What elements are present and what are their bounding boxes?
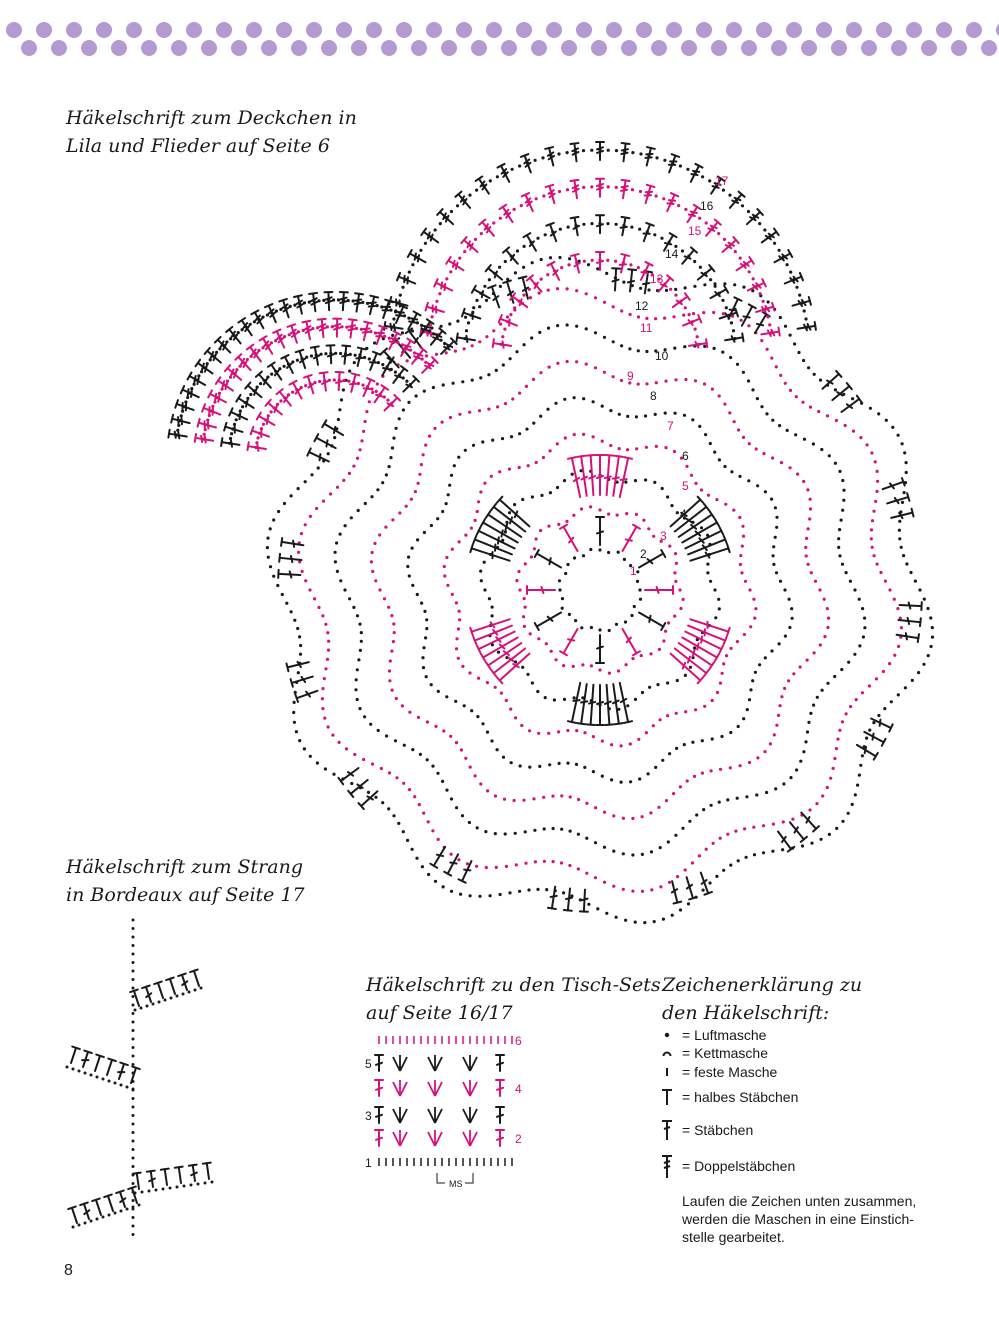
half-double-crochet-icon: [660, 1087, 680, 1107]
tisch-shell: [393, 1130, 407, 1146]
page-number: 8: [64, 1262, 73, 1279]
doily-top-fan-stitch: [797, 322, 816, 333]
doily-outer-shell-stitch: [444, 852, 461, 875]
legend-note-line: Laufen die Zeichen unten zusammen,: [682, 1193, 917, 1209]
doily-top-fan-stitch: [617, 254, 629, 273]
double-crochet-icon: [660, 1118, 680, 1142]
doily-top-fan-stitch: [571, 180, 581, 199]
doily-outer-shell-stitch: [548, 886, 559, 909]
doily-inner-stitch: [535, 609, 563, 630]
doily-top-fan-stitch: [687, 164, 702, 184]
legend-item: [660, 1148, 980, 1184]
doily-top-fan-stitch: [546, 223, 560, 243]
doily-top-fan-stitch: [456, 333, 475, 344]
doily-top-fan-stitch: [746, 279, 766, 294]
legend-label: = Kettmasche: [682, 1045, 768, 1061]
doily-top-fan-stitch: [773, 250, 793, 266]
doily-left-fan-stitch: [289, 381, 305, 401]
doily-round-label: 11: [640, 321, 653, 335]
doily-top-fan-stitch: [596, 142, 604, 160]
doily-left-fan-stitch: [251, 310, 267, 330]
doily-top-fan-stitch: [640, 223, 654, 243]
legend-label: = halbes Stäbchen: [682, 1089, 799, 1105]
doily-inner-stitch: [560, 525, 581, 553]
doily-outer-shell-stitch: [278, 570, 300, 579]
doily-round-label: 10: [655, 349, 669, 363]
doily-top-fan-stitch: [545, 147, 557, 166]
treble-crochet-icon: [660, 1153, 680, 1179]
doily-top-fan-stitch: [682, 315, 702, 329]
doily-left-fan-stitch: [379, 358, 395, 378]
doily-outer-shell-stitch: [488, 285, 503, 308]
legend-label: = Doppelstäbchen: [682, 1158, 796, 1174]
doily-top-fan-stitch: [718, 309, 738, 322]
doily-top-fan-chain: [391, 148, 809, 328]
doily-round-label: 6: [682, 449, 689, 463]
doily-outer-shell-stitch: [886, 493, 909, 507]
doily-top-fan-stitch: [571, 254, 583, 273]
legend-note-line: werden die Maschen in eine Einstich-: [682, 1211, 914, 1227]
doily-chain-ring: [558, 548, 642, 632]
doily-petal-stitch: [596, 685, 604, 725]
tisch-shell: [393, 1080, 407, 1096]
doily-inner-stitch: [527, 586, 555, 594]
doily-top-fan-stitch: [446, 257, 465, 274]
doily-left-fan-stitch: [347, 319, 357, 338]
strand-leaf-middle-chain: [66, 1066, 135, 1091]
doily-outer-shell-stitch: [295, 687, 318, 702]
doily-outer-shell-stitch: [890, 509, 913, 522]
doily-left-fan-stitch: [260, 336, 276, 356]
legend-item: [660, 1026, 980, 1044]
doily-round-label: 2: [640, 547, 647, 561]
doily-left-fan-stitch: [341, 345, 351, 364]
doily-inner-stitch: [645, 586, 673, 594]
doily-left-fan-stitch: [371, 385, 388, 404]
doily-outer-shell-stitch: [286, 658, 309, 671]
doily-left-fan-stitch: [268, 362, 285, 381]
doily-outer-shell-stitch: [322, 420, 345, 438]
doily-top-fan-stitch: [497, 164, 512, 184]
doily-round-label: 8: [650, 389, 657, 403]
tisch-crochet-chart: [355, 1025, 530, 1195]
doily-outer-shell-stitch: [348, 777, 370, 797]
tisch-shell: [393, 1107, 407, 1123]
doily-left-fan-stitch: [257, 413, 277, 429]
doily-round-label: 3: [660, 529, 667, 543]
tisch-edge-stitch: [496, 1080, 504, 1096]
legend-item: [660, 1112, 980, 1148]
doily-outer-shell-stitch: [683, 876, 697, 899]
doily-outer-shell-stitch: [855, 741, 878, 759]
doily-inner-stitch: [560, 627, 581, 655]
doily-top-fan-stitch: [724, 333, 743, 344]
doily-outer-shell-stitch: [307, 448, 330, 465]
doily-left-fan-stitch: [195, 434, 214, 445]
doily-left-fan-stitch: [324, 292, 333, 310]
doily-top-fan-stitch: [462, 309, 482, 322]
doily-left-fan-stitch: [221, 438, 240, 449]
doily-inner-stitch: [619, 627, 640, 655]
doily-outer-shell-stitch: [626, 269, 636, 292]
doily-top-fan-stitch: [665, 154, 679, 174]
doily-outer-shell-stitch: [775, 829, 794, 851]
strand-leaf-lower-right-stitch: [203, 1163, 213, 1180]
doily-round-label: 12: [635, 299, 649, 313]
strand-leaf-lower-left-stitch: [116, 1191, 129, 1209]
doily-left-fan-stitch: [195, 360, 214, 377]
doily-round-label: 1: [630, 564, 637, 578]
doily-top-fan-stitch: [596, 252, 604, 270]
border-dots-row-1: [6, 22, 999, 38]
legend-title: Zeichenerklärung zu den Häkelschrift:: [662, 974, 863, 1024]
doily-left-fan-stitch: [168, 430, 187, 441]
tisch-edge-stitch: [375, 1080, 383, 1096]
doily-top-fan-stitch: [761, 328, 780, 339]
doily-left-fan-stitch: [353, 293, 364, 312]
doily-round-label: 13: [650, 272, 664, 286]
doily-chain-ring: [266, 256, 934, 924]
doily-outer-shell-stitch: [738, 304, 755, 327]
legend-list: [660, 1026, 980, 1246]
legend-label: = Luftmasche: [682, 1027, 767, 1043]
doily-top-fan-stitch: [596, 179, 604, 197]
legend-label: = feste Masche: [682, 1064, 778, 1080]
strand-leaf-lower-left-chain: [72, 1204, 141, 1229]
strand-leaf-lower-left-stitch: [92, 1199, 105, 1217]
tisch-edge-stitch: [375, 1055, 383, 1071]
strand-leaf-middle-stitch: [115, 1063, 128, 1081]
strand-crochet-chart: [55, 915, 235, 1245]
tisch-row-label: 3: [365, 1109, 372, 1123]
strand-leaf-upper-stitch: [154, 982, 167, 1000]
tisch-chart-title: Häkelschrift zu den Tisch-Sets auf Seite 16/17: [366, 974, 661, 1024]
doily-left-fan-stitch: [335, 372, 344, 390]
strand-leaf-upper-chain: [134, 987, 203, 1012]
doily-petal-stitch: [689, 545, 730, 565]
doily-petal-stitch: [587, 685, 598, 725]
tisch-row-label: 2: [515, 1132, 522, 1146]
border-dots-row-2: [21, 40, 997, 56]
doily-left-fan-stitch: [339, 292, 348, 310]
doily-top-fan-stitch: [734, 257, 753, 274]
doily-top-fan-stitch: [620, 143, 630, 162]
legend-item: [660, 1062, 980, 1082]
doily-petal-stitch: [470, 615, 511, 635]
doily-chart-title: Häkelschrift zum Deckchen in Lila und Flieder auf Seite 6: [66, 107, 357, 157]
doily-round-label: 15: [688, 224, 702, 238]
doily-inner-stitch: [596, 517, 604, 545]
doily-petal-stitch: [603, 685, 614, 725]
doily-top-fan-stitch: [642, 185, 655, 205]
doily-left-fan-stitch: [236, 395, 255, 411]
doily-petal-stitch: [603, 455, 614, 495]
doily-inner-stitch: [637, 609, 665, 630]
strand-leaf-middle-stitch: [103, 1059, 116, 1077]
doily-outer-shell-stitch: [787, 820, 807, 842]
doily-top-fan-stitch: [397, 273, 417, 287]
doily-outer-shell-stitch: [580, 889, 589, 911]
single-crochet-icon: [660, 1062, 680, 1082]
doily-top-fan-stitch: [493, 339, 512, 350]
doily-left-fan-stitch: [238, 318, 255, 337]
doily-top-fan-chain: [463, 222, 736, 341]
tisch-shell: [428, 1107, 442, 1123]
strand-leaf-upper-stitch: [166, 978, 179, 996]
doily-left-fan-stitch: [188, 373, 208, 389]
strand-leaf-upper-stitch: [190, 970, 203, 988]
doily-top-fan-stitch: [684, 205, 700, 224]
decorative-dot-border: [0, 0, 999, 60]
tisch-ms-label: MS: [449, 1179, 463, 1189]
doily-top-fan-stitch: [570, 143, 580, 162]
doily-outer-shell-stitch: [611, 268, 620, 290]
tisch-shell: [393, 1055, 407, 1071]
strand-leaf-lower-right-stitch: [189, 1165, 199, 1182]
doily-petal-stitch: [689, 615, 730, 635]
tisch-edge-stitch: [375, 1107, 383, 1123]
strand-leaf-lower-right-stitch: [175, 1167, 185, 1184]
doily-outer-shell-stitch: [899, 601, 921, 610]
doily-petal-stitch: [470, 545, 511, 565]
doily-round-label: 7: [667, 419, 674, 433]
tisch-shell: [428, 1080, 442, 1096]
doily-left-fan-stitch: [318, 319, 328, 338]
doily-top-fan-stitch: [426, 303, 446, 316]
doily-left-fan-stitch: [216, 377, 235, 394]
doily-left-fan-stitch: [333, 319, 341, 337]
tisch-shell: [463, 1080, 477, 1096]
doily-top-fan-stitch: [571, 217, 582, 236]
tisch-edge-stitch: [496, 1107, 504, 1123]
tisch-edge-stitch: [375, 1130, 383, 1146]
doily-left-fan-stitch: [398, 339, 414, 358]
doily-top-fan-chain: [500, 258, 701, 346]
doily-round-label: 5: [682, 479, 689, 493]
doily-chain-ring: [370, 360, 830, 820]
doily-chain-ring: [297, 287, 903, 893]
doily-top-fan-stitch: [546, 185, 559, 205]
doily-left-fan-stitch: [327, 345, 336, 363]
doily-outer-shell-stitch: [839, 396, 861, 415]
doily-outer-shell-stitch: [881, 478, 904, 493]
doily-top-fan-stitch: [643, 147, 655, 166]
doily-top-fan-stitch: [709, 286, 729, 302]
doily-crochet-chart: [160, 100, 940, 930]
strand-leaf-lower-right-chain: [134, 1181, 214, 1195]
doily-round-label: 16: [700, 199, 714, 213]
doily-top-fan-stitch: [523, 233, 539, 253]
doily-outer-shell-stitch: [830, 383, 852, 403]
strand-leaf-middle-stitch: [67, 1047, 80, 1065]
chain-stitch-icon: [660, 1025, 680, 1045]
tisch-shell: [428, 1130, 442, 1146]
tisch-shell: [463, 1107, 477, 1123]
doily-top-fan-stitch: [522, 193, 537, 213]
doily-inner-stitch: [535, 550, 563, 571]
doily-left-fan-chain: [254, 378, 393, 449]
strand-leaf-middle-stitch: [79, 1051, 92, 1069]
legend-note: [682, 1192, 980, 1246]
legend-label: = Stäbchen: [682, 1122, 754, 1138]
doily-petal-stitch: [587, 455, 598, 495]
doily-top-fan-stitch: [664, 193, 679, 213]
strand-leaf-middle-stitch: [91, 1055, 104, 1073]
tisch-row-label: 4: [515, 1082, 522, 1096]
strand-chart-title: Häkelschrift zum Strang in Bordeaux auf Seite 17: [66, 856, 305, 906]
doily-round-label: 9: [627, 369, 634, 383]
strand-leaf-upper-stitch: [178, 974, 191, 992]
tisch-row-label: 1: [365, 1156, 372, 1170]
tisch-edge-stitch: [496, 1130, 504, 1146]
strand-leaf-lower-right-stitch: [147, 1171, 157, 1188]
doily-top-fan-stitch: [499, 205, 515, 224]
doily-top-fan-stitch: [619, 180, 629, 199]
doily-top-fan-stitch: [521, 154, 535, 174]
doily-top-fan-stitch: [791, 297, 810, 310]
strand-leaf-upper-stitch: [142, 986, 155, 1004]
doily-outer-shell-stitch: [820, 371, 842, 392]
strand-leaf-lower-right-stitch: [161, 1169, 171, 1186]
tisch-shell: [463, 1055, 477, 1071]
legend-item: [660, 1044, 980, 1062]
doily-inner-stitch: [596, 635, 604, 663]
tisch-row-label: 5: [365, 1057, 372, 1071]
doily-outer-shell-stitch: [430, 845, 448, 868]
doily-outer-shell-stitch: [564, 888, 574, 911]
tisch-shell: [428, 1055, 442, 1071]
doily-top-fan-stitch: [688, 339, 707, 350]
doily-top-fan-stitch: [596, 215, 604, 233]
legend-item: [660, 1082, 980, 1112]
doily-round-label: 17: [715, 174, 729, 188]
doily-round-label: 4: [680, 507, 687, 521]
tisch-edge-stitch: [496, 1055, 504, 1071]
doily-top-fan-stitch: [547, 262, 562, 282]
doily-top-fan-stitch: [618, 217, 629, 236]
doily-outer-shell-stitch: [291, 673, 314, 687]
doily-round-label: 14: [665, 247, 679, 261]
doily-outer-shell-stitch: [338, 765, 360, 784]
strand-leaf-lower-left-stitch: [104, 1195, 117, 1213]
doily-petal-stitch: [596, 455, 604, 495]
doily-left-fan-stitch: [247, 442, 266, 453]
doily-top-fan-stitch: [434, 279, 454, 294]
doily-outer-shell-stitch: [798, 810, 819, 832]
doily-top-fan-stitch: [783, 273, 803, 287]
doily-chain-ring: [479, 469, 721, 711]
doily-inner-stitch: [619, 525, 640, 553]
strand-leaf-lower-left-stitch: [80, 1203, 93, 1221]
doily-left-fan-chain: [175, 298, 449, 436]
tisch-row-label: 6: [515, 1034, 522, 1048]
tisch-shell: [463, 1130, 477, 1146]
strand-leaf-lower-left-stitch: [68, 1207, 81, 1225]
doily-top-fan-stitch: [408, 250, 428, 266]
legend-note-line: stelle gearbeitet.: [682, 1229, 785, 1245]
slip-stitch-icon: [660, 1043, 680, 1063]
